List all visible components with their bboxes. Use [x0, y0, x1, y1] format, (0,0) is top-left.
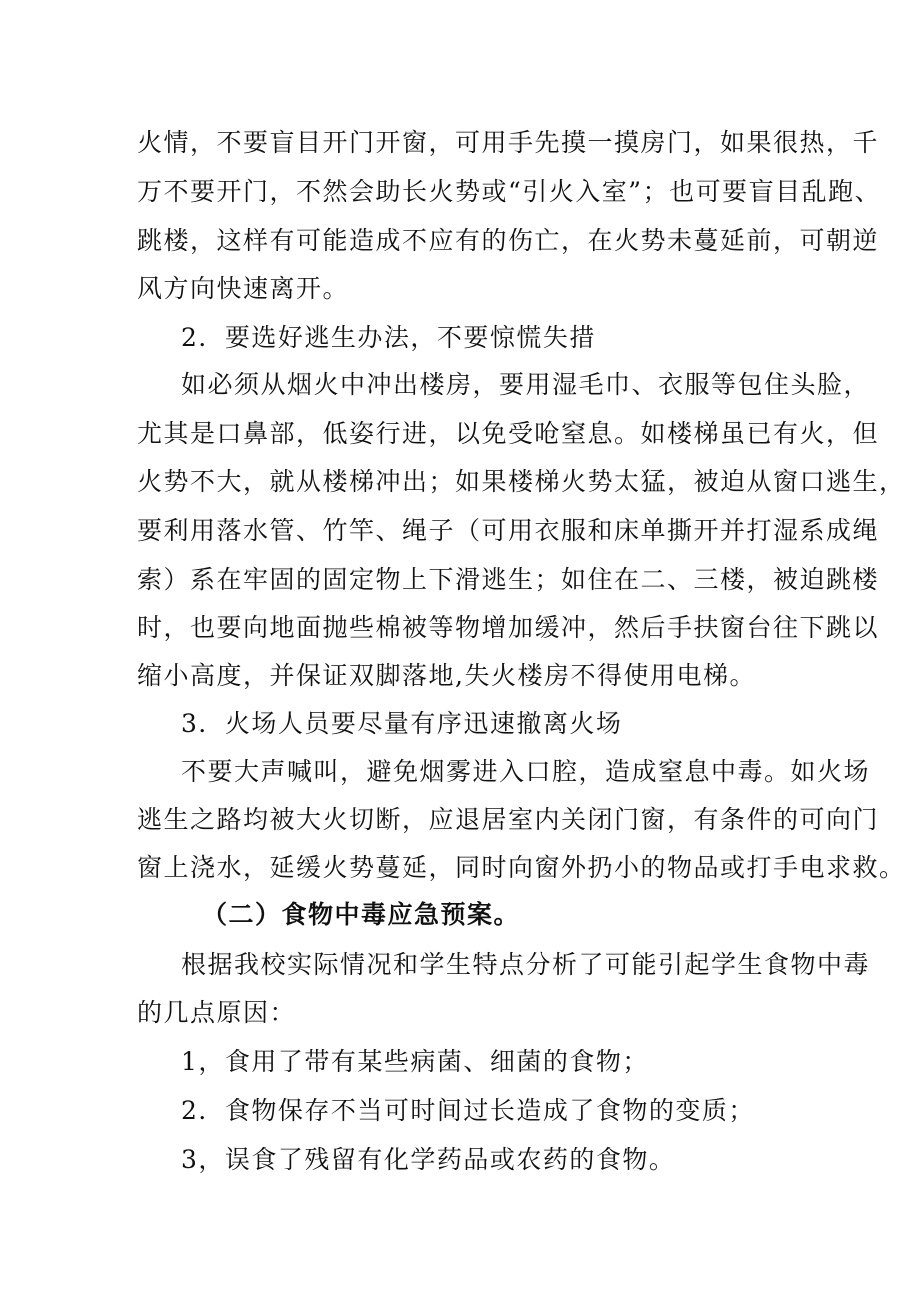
paragraph-line: 火情，不要盲目开门开窗，可用手先摸一摸房门，如果很热，千: [137, 128, 880, 157]
paragraph-line: 逃生之路均被大火切断，应退居室内关闭门窗，有条件的可向门: [137, 805, 880, 834]
paragraph-line: 风方向快速离开。: [137, 274, 350, 303]
paragraph-line: 跳楼，这样有可能造成不应有的伤亡，在火势未蔓延前，可朝逆: [137, 226, 880, 255]
section-heading-food-poisoning: （二）食物中毒应急预案。: [202, 900, 521, 929]
list-item: 3，误食了残留有化学药品或农药的食物。: [181, 1145, 676, 1174]
paragraph-line: 万不要开门，不然会助长火势或“引火入室”；也可要盲目乱跑、: [137, 177, 882, 206]
paragraph-line: 尤其是口鼻部，低姿行进，以免受呛窒息。如楼梯虽已有火，但: [137, 419, 880, 448]
paragraph-line: 缩小高度，并保证双脚落地,失火楼房不得使用电梯。: [137, 661, 756, 690]
list-item: 2．食物保存不当可时间过长造成了食物的变质；: [181, 1096, 755, 1125]
paragraph-line: 根据我校实际情况和学生特点分析了可能引起学生食物中毒: [181, 950, 871, 979]
paragraph-line: 火势不大，就从楼梯冲出；如果楼梯火势太猛，被迫从窗口逃生，: [137, 467, 906, 496]
list-item: 1，食用了带有某些病菌、细菌的食物；: [181, 1047, 649, 1076]
paragraph-line: 如必须从烟火中冲出楼房，要用湿毛巾、衣服等包住头脸，: [181, 370, 871, 399]
paragraph-line: 不要大声喊叫，避免烟雾进入口腔，造成窒息中毒。如火场: [181, 757, 871, 786]
paragraph-line: 窗上浇水，延缓火势蔓延，同时向窗外扔小的物品或打手电求救。: [137, 853, 906, 882]
paragraph-line: 索）系在牢固的固定物上下滑逃生；如住在二、三楼，被迫跳楼: [137, 565, 880, 594]
paragraph-line: 要利用落水管、竹竿、绳子（可用衣服和床单撕开并打湿系成绳: [137, 516, 880, 545]
paragraph-line: 时，也要向地面抛些棉被等物增加缓冲，然后手扶窗台往下跳以: [137, 613, 880, 642]
paragraph-line: 的几点原因：: [137, 998, 297, 1027]
subheading-escape-method: 2．要选好逃生办法，不要惊慌失措: [181, 323, 596, 352]
subheading-evacuation: 3．火场人员要尽量有序迅速撤离火场: [181, 709, 623, 738]
